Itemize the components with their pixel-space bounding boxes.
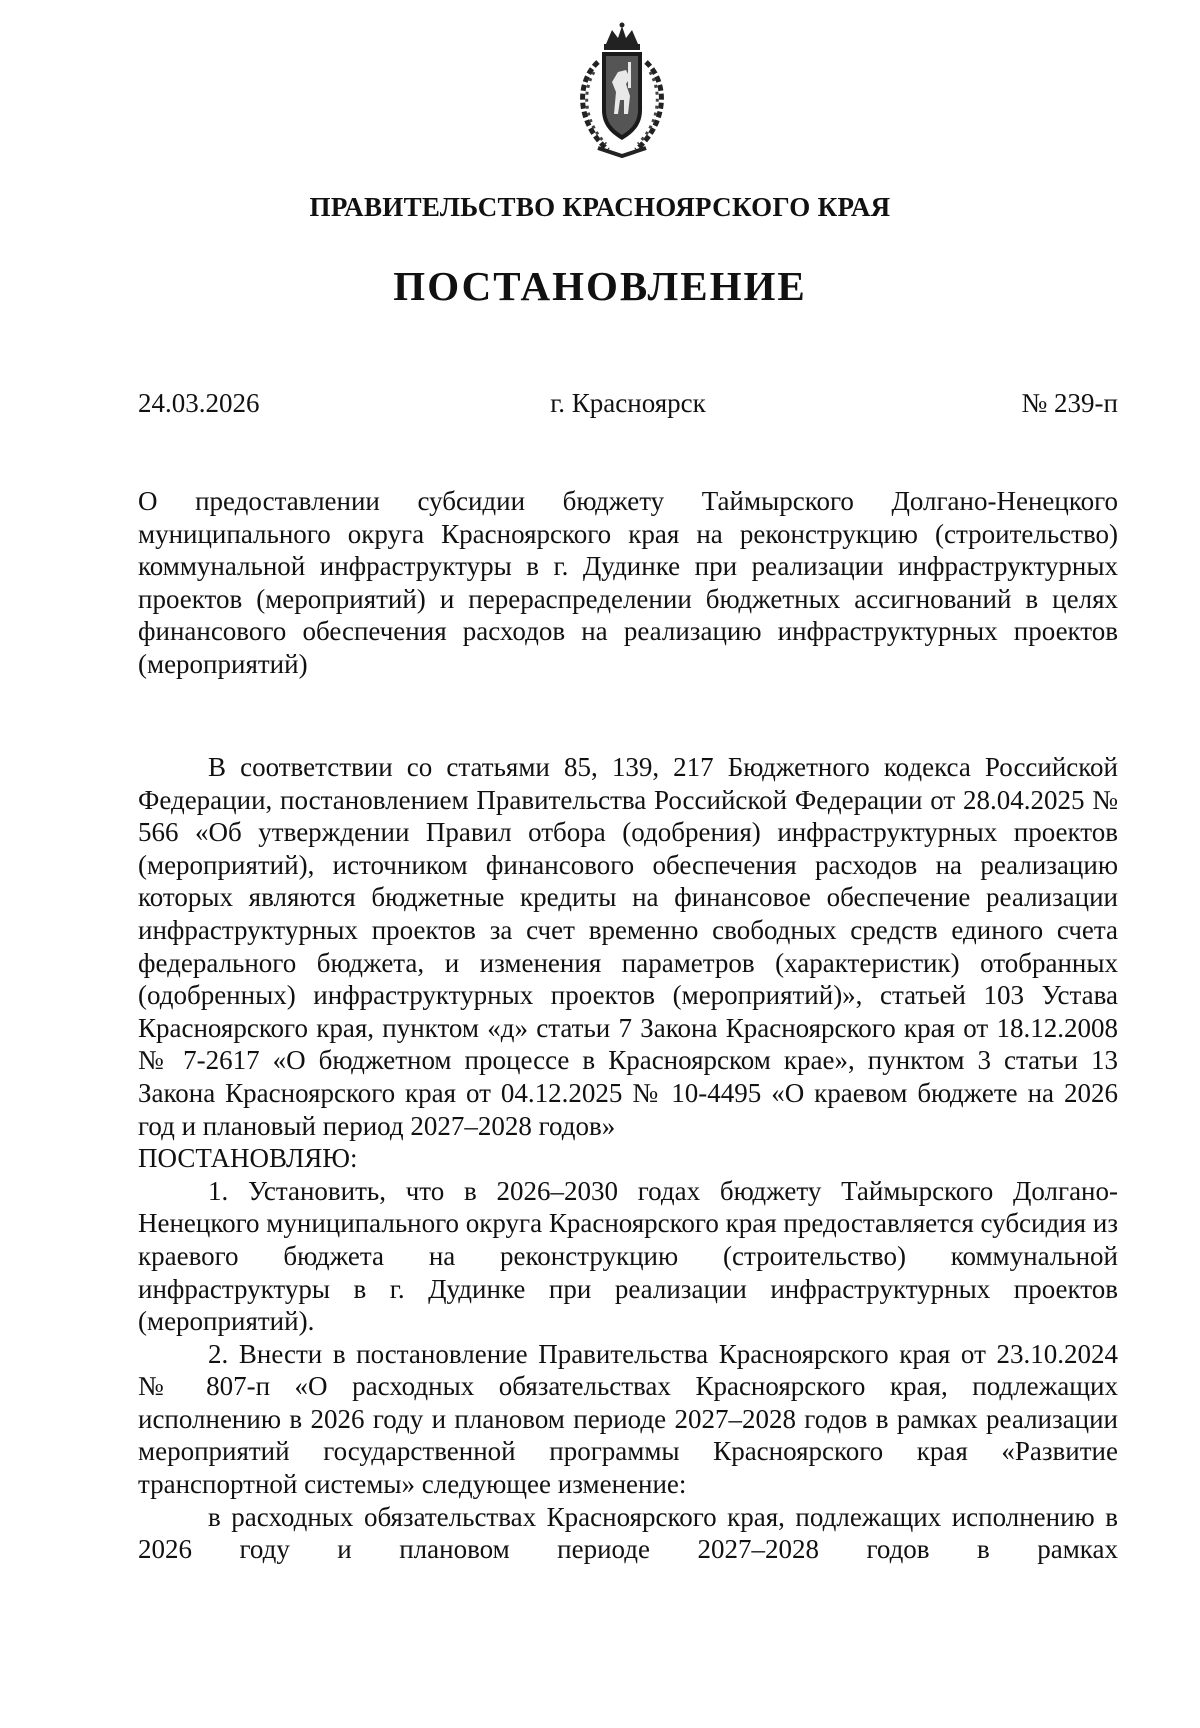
item-2-continuation-paragraph: в расходных обязательствах Красноярского края, подлежащих исполнению в 2026 году и плановом периоде 2027–2028 годов в рамках <box>138 1501 1118 1565</box>
preamble-text: В соответствии со статьями 85, 139, 217 Бюджетного кодекса Российской Федерации, постановлением Правительства Российской Федерации от 28.04.2025 № 566 «Об утверждении Правил отбора (одобрения) инфраструктурных проектов (мероприятий), источником финансового обеспечения расходов на реализацию которых являются бюджетные кредиты на финансовое обеспечение реализации инфраструктурных проектов за счет временно свободных средств единого счета федерального бюджета, и изменения параметров (характеристик) отобранных (одобренных) инфраструктурных проектов (мероприятий)», статьей 103 Устава Красноярского края, пунктом «д» статьи 7 Закона Красноярского края от 18.12.2008 № 7-2617 «О бюджетном процессе в Красноярском крае», пунктом 3 статьи 13 Закона Красноярского края от 04.12.2025 № 10-4495 «О краевом бюджете на 2026 год и плановый период 2027–2028 годов» <box>138 752 1118 1141</box>
item-2-paragraph: 2. Внести в постановление Правительства Красноярского края от 23.10.2024 № 807-п «О расходных обязательствах Красноярского края, подлежащих исполнению в 2026 году и плановом периоде 2027–2028 годов в рамках реализации мероприятий государственной программы Красноярского края «Развитие транспортной системы» следующее изменение: <box>138 1338 1118 1500</box>
decree-word: ПОСТАНОВЛЯЮ: <box>138 1143 358 1174</box>
document-body <box>138 751 1118 1566</box>
document-subject: О предоставлении субсидии бюджету Таймырского Долгано-Ненецкого муниципального округа Красноярского края на реконструкцию (строительство) коммунальной инфраструктуры в г. Дудинке при реализации инфраструктурных проектов (мероприятий) и перераспределении бюджетных ассигнований в целях финансового обеспечения расходов на реализацию инфраструктурных проектов (мероприятий) <box>138 486 1118 679</box>
document-type-title: ПОСТАНОВЛЕНИЕ <box>393 263 807 309</box>
coat-of-arms-icon <box>568 22 676 162</box>
preamble-paragraph <box>138 751 1118 1175</box>
organization-title: ПРАВИТЕЛЬСТВО КРАСНОЯРСКОГО КРАЯ <box>309 192 891 222</box>
document-meta-row <box>138 388 1118 424</box>
document-city: г. Красноярск <box>550 388 706 418</box>
document-date: 24.03.2026 <box>138 388 260 418</box>
item-1-paragraph: 1. Установить, что в 2026–2030 годах бюджету Таймырского Долгано-Ненецкого муниципального округа Красноярского края предоставляется субсидия из краевого бюджета на реконструкцию (строительство) коммунальной инфраструктуры в г. Дудинке при реализации инфраструктурных проектов (мероприятий). <box>138 1175 1118 1337</box>
document-number: № 239-п <box>1021 388 1118 418</box>
